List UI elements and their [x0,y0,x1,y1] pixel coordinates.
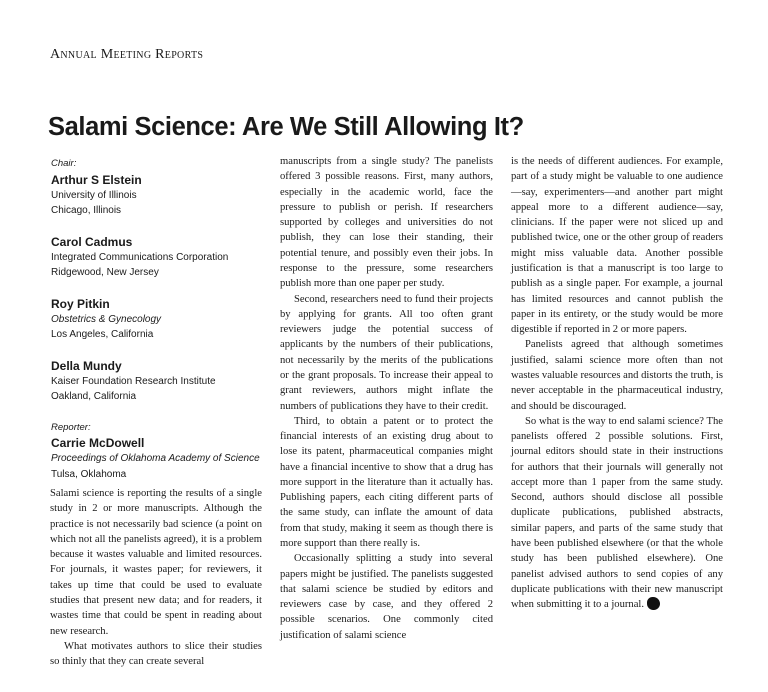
reporter-affiliation: Proceedings of Oklahoma Academy of Science [51,453,260,464]
panelist-name: Carol Cadmus [51,234,133,249]
panelist-affiliation: University of Illinois [51,189,137,201]
panelist-name: Della Mundy [51,358,122,373]
body-column-2 [280,154,493,643]
panelist-affiliation: Integrated Communications Corporation [51,251,229,263]
panelist-affiliation: Kaiser Foundation Research Institute [51,375,216,387]
panelist-location: Ridgewood, New Jersey [51,267,159,278]
reporter-name: Carrie McDowell [51,436,145,450]
panelist-location: Chicago, Illinois [51,205,122,216]
reporter-location: Tulsa, Oklahoma [51,468,127,480]
body-paragraph: Salami science is reporting the results of a single study in 2 or more manuscripts. Although the practice is not necessarily bad science (a point on which not all the panelists agreed), it is a problem because it wastes valuable and limited resources. For journals, it wastes paper; for reviewers, it takes up time that could be used to evaluate studies that present new data; and for readers, it wastes time that could be spent in reading about new research. [50,488,262,637]
end-of-article-icon [647,597,660,610]
body-paragraph: manuscripts from a single study? The panelists offered 3 possible reasons. First, many authors, especially in the academic world, face the pressure to publish or perish. If researchers supported by colleges and universities do not publish, they can lose their standing, their potential tenure, and possibly even their jobs. In response to the pressure, some researchers publish more than one paper per study. [280,156,493,290]
body-paragraph: is the needs of different audiences. For example, part of a study might be valuable to one audience—say, experimenters—and another part might appeal more to a different audience—say, clinicians. If the paper were not sliced up and published twice, one or the other group of readers might miss valuable data. Another possible justification is that a manuscript is too large to publish as a single paper. For example, a journal has limited resources and cannot publish the paper in its entirety, or the study would be more digestible if reported in 2 or more papers. [511,156,723,336]
body-paragraph: Second, researchers need to fund their projects by applying for grants. All too often grant reviewers judge the potential success of applicants by the numbers of their publications, not necessarily by the merits of the publications or the grant proposals. To increase their appeal to grant reviewers, authors might inflate the numbers of publications they have to their credit. [280,293,493,412]
article-title: Salami Science: Are We Still Allowing It? [48,113,524,141]
body-paragraph: Panelists agreed that although sometimes justified, salami science more often than not wastes valuable resources and distorts the truth, is never acceptable in the pharmaceutical industry, and should be discouraged. [511,339,723,412]
body-paragraph [511,414,723,613]
chair-label: Chair: [51,158,77,169]
section-header: Annual Meeting Reports [50,47,204,62]
reporter-label: Reporter: [51,421,91,433]
panelist-name: Roy Pitkin [51,296,110,311]
body-paragraph-text: So what is the way to end salami science? The panelists offered 2 possible solutions. First, journal editors should state in their instructions for authors that their journals will generally not accept more than 1 paper from the same study. Second, authors should disclose all possible duplicate publications, published abstracts, similar papers, and parts of the same study that have been published elsewhere (or that the whole study has been published elsewhere). One panelist advised authors to send copies of any duplicate publications with their new manuscript when submitting it to a journal. [511,415,723,611]
body-column-3 [511,154,723,612]
panel-list [51,156,273,482]
panelist-name: Arthur S Elstein [51,172,142,187]
panelist-location: Los Angeles, California [51,329,154,340]
body-column-1 [50,486,262,669]
panelist-affiliation: Obstetrics & Gynecology [51,313,162,325]
body-paragraph: Occasionally splitting a study into several papers might be justified. The panelists suggested that salami science be studied by editors and reviewers case by case, and they offered 2 possible scenarios. One commonly cited justification of salami science [280,553,493,641]
body-paragraph: What motivates authors to slice their studies so thinly that they can create several [50,640,262,668]
panelist-location: Oakland, California [51,391,137,402]
body-paragraph: Third, to obtain a patent or to protect the financial interests of an existing drug about to lose its patent, pharmaceutical companies might have a financial incentive to show that a drug has more support in the literature than it actually has. Publishing papers, each citing different parts of the same study, can inflate the amount of data from that study, making it seem as though there is more support than there really is. [280,415,493,550]
